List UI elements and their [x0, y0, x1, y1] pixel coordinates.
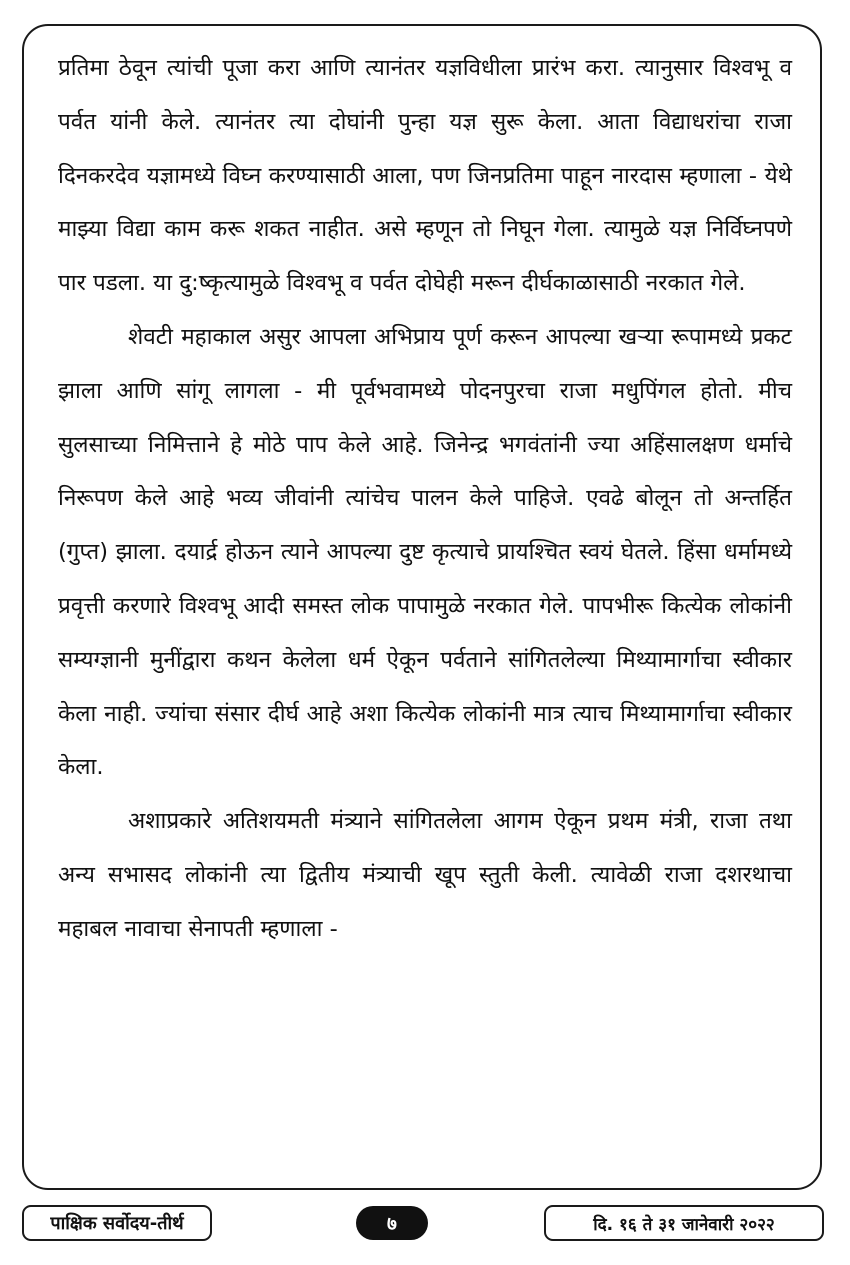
article-body [58, 42, 792, 957]
page-number-badge [356, 1206, 428, 1240]
publication-name: पाक्षिक सर्वोदय-तीर्थ [50, 1213, 184, 1234]
paragraph-1: प्रतिमा ठेवून त्यांची पूजा करा आणि त्यानंतर यज्ञविधीला प्रारंभ करा. त्यानुसार विश्वभू व पर्वत यांनी केले. त्यानंतर त्या दोघांनी पुन्हा यज्ञ सुरू केला. आता विद्याधरांचा राजा दिनकरदेव यज्ञामध्ये विघ्न करण्यासाठी आला, पण जिनप्रतिमा पाहून नारदास म्हणाला - येथे माझ्या विद्या काम करू शकत नाहीत. असे म्हणून तो निघून गेला. त्यामुळे यज्ञ निर्विघ्नपणे पार पडला. या दु:ष्कृत्यामुळे विश्वभू व पर्वत दोघेही मरून दीर्घकाळासाठी नरकात गेले. [58, 55, 792, 297]
paragraph-2: शेवटी महाकाल असुर आपला अभिप्राय पूर्ण करून आपल्या खऱ्या रूपामध्ये प्रकट झाला आणि सांगू लागला - मी पूर्वभवामध्ये पोदनपुरचा राजा मधुपिंगल होतो. मीच सुलसाच्या निमित्ताने हे मोठे पाप केले आहे. जिनेन्द्र भगवंतांनी ज्या अहिंसालक्षण धर्माचे निरूपण केले आहे भव्य जीवांनी त्यांचेच पालन केले पाहिजे. एवढे बोलून तो अन्तर्हित (गुप्त) झाला. दयार्द्र होऊन त्याने आपल्या दुष्ट कृत्याचे प्रायश्चित स्वयं घेतले. हिंसा धर्मामध्ये प्रवृत्ती करणारे विश्वभू आदी समस्त लोक पापामुळे नरकात गेले. पापभीरू कित्येक लोकांनी सम्यग्ज्ञानी मुनींद्वारा कथन केलेला धर्म ऐकून पर्वताने सांगितलेल्या मिथ्यामार्गाचा स्वीकार केला नाही. ज्यांचा संसार दीर्घ आहे अशा कित्येक लोकांनी मात्र त्याच मिथ्यामार्गाचा स्वीकार केला. [58, 323, 792, 781]
page-number: ७ [387, 1213, 397, 1235]
paragraph-3: अशाप्रकारे अतिशयमती मंत्र्याने सांगितलेला आगम ऐकून प्रथम मंत्री, राजा तथा अन्य सभासद लोकांनी त्या द्वितीय मंत्र्याची खूप स्तुती केली. त्यावेळी राजा दशरथाचा महाबल नावाचा सेनापती म्हणाला - [58, 808, 792, 942]
issue-date-box [544, 1205, 824, 1241]
publication-name-box [22, 1205, 212, 1241]
issue-date: दि. १६ ते ३१ जानेवारी २०२२ [593, 1214, 775, 1235]
